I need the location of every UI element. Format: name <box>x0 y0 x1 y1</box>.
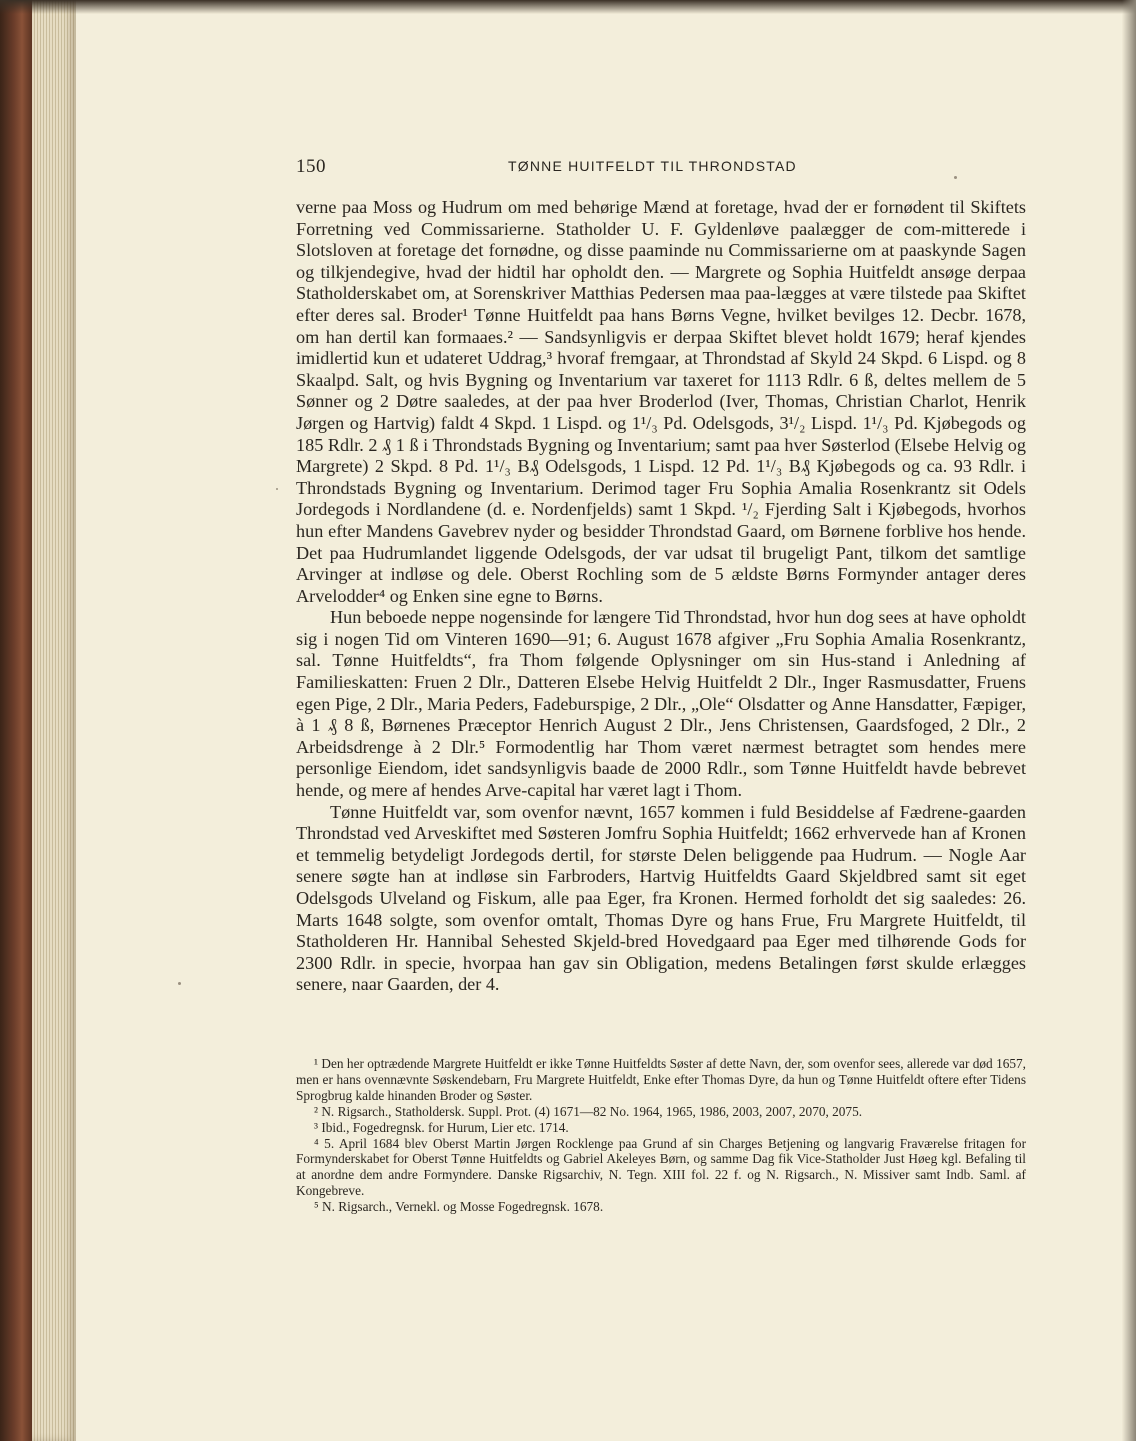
footnote-text: 5. April 1684 blev Oberst Martin Jørgen Rocklenge paa Grund af sin Charges Betjening og langvarig Fraværelse fritagen for Formynderskabet for Oberst Tønne Huitfeldts og Gabriel Akeleyes Børn, og samme Dag fik Vice-Statholder Just Høeg kgl. Befaling til at anordne dem andre Formyndere. Danske Rigsarchiv, N. Tegn. XIII fol. 22 f. og N. Rigsarch., N. Missiver samt Indb. Saml. af Kongebreve. <box>296 1135 1027 1199</box>
footnote-marker: ² <box>314 1103 318 1119</box>
footnote <box>296 1104 1026 1120</box>
paragraph: Hun beboede neppe nogensinde for længere Tid Throndstad, hvor hun dog sees at have opholdt sig i nogen Tid om Vinteren 1690—91; 6. August 1678 afgiver „Fru Sophia Amalia Rosenkrantz, sal. Tønne Huitfeldts“, fra Thom følgende Oplysninger om sin Hus-stand i Anledning af Familieskatten: Fruen 2 Dlr., Datteren Elsebe Helvig Huitfeldt 2 Dlr., Inger Rasmusdatter, Fruens egen Pige, 2 Dlr., Maria Peders, Fadeburspige, 2 Dlr., „Ole“ Olsdatter og Anne Hansdatter, Fæpiger, à 1 ₰ 8 ß, Børnenes Præceptor Henrich August 2 Dlr., Jens Christensen, Gaardsfoged, 2 Dlr., 2 Arbeidsdrenge à 2 Dlr.⁵ Formodentlig har Thom været nærmest betragtet som hendes mere personlige Eiendom, idet sandsynligvis baade de 2000 Rdlr., som Tønne Huitfeldt havde bebrevet hende, og mere af hendes Arve-capital har været lagt i Thom. <box>296 607 1026 801</box>
footnote <box>296 1199 1026 1215</box>
top-shadow <box>0 0 1136 14</box>
footnote-marker: ⁴ <box>314 1135 319 1151</box>
right-edge-shadow <box>1122 0 1136 1441</box>
footnote-marker: ³ <box>314 1119 318 1135</box>
footnote <box>296 1056 1026 1104</box>
footnotes <box>296 1056 1026 1215</box>
paragraph: Tønne Huitfeldt var, som ovenfor nævnt, 1657 kommen i fuld Besiddelse af Fædrene-gaarden Throndstad ved Arveskiftet med Søsteren Jomfru Sophia Huitfeldt; 1662 erhvervede han af Kronen et temmelig betydeligt Jordegods dertil, for største Delen beliggende paa Hudrum. — Nogle Aar senere søgte han at indløse sin Farbroders, Hartvig Huitfeldts Gaard Skjeldbred samt sit eget Odelsgods Ulveland og Fiskum, alle paa Eger, fra Kronen. Hermed forholdt det sig saaledes: 26. Marts 1648 solgte, som ovenfor omtalt, Thomas Dyre og hans Frue, Fru Margrete Huitfeldt, til Statholderen Hr. Hannibal Sehested Skjeld-bred Hovedgaard paa Eger med tilhørende Gods for 2300 Rdlr. in specie, hvorpaa han gav sin Obligation, medens Betalingen først skulde erlægges senere, naar Gaarden, der 4. <box>296 801 1026 995</box>
footnote-marker: ⁵ <box>314 1199 319 1215</box>
page-edges <box>32 0 76 1441</box>
body-text <box>296 197 1026 996</box>
paragraph: verne paa Moss og Hudrum om med behørige Mænd at foretage, hvad der er fornødent til Skiftets Forretning ved Commissarierne. Statholder U. F. Gyldenløve paalægger de com-mitterede i Slotsloven at foretage det fornødne, og disse paaminde nu Commissarierne om at paaskynde Sagen og tilkjendegive, hvad der hidtil har opholdt den. — Margrete og Sophia Huitfeldt ansøge derpaa Statholderskabet om, at Sorenskriver Matthias Pedersen maa paa-lægges at være tilstede paa Skiftet efter deres sal. Broder¹ Tønne Huitfeldt paa hans Børns Vegne, hvilket bevilges 12. Decbr. 1678, om han dertil kan formaaes.² — Sandsynligvis er derpaa Skiftet blevet holdt 1679; heraf kjendes imidlertid kun et udateret Uddrag,³ hvoraf fremgaar, at Throndstad af Skyld 24 Skpd. 6 Lispd. og 8 Skaalpd. Salt, og hvis Bygning og Inventarium var taxeret for 1113 Rdlr. 6 ß, deltes mellem de 5 Sønner og 2 Døtre saaledes, at der paa hver Broderlod (Iver, Thomas, Christian Charlot, Henrik Jørgen og Hartvig) faldt 4 Skpd. 1 Lispd. og 1¹/₃ Pd. Odelsgods, 3¹/₂ Lispd. 1¹/₃ Pd. Kjøbegods og 185 Rdlr. 2 ₰ 1 ß i Throndstads Bygning og Inventarium; samt paa hver Søsterlod (Elsebe Helvig og Margrete) 2 Skpd. 8 Pd. 1¹/₃ B₰ Odelsgods, 1 Lispd. 12 Pd. 1¹/₃ B₰ Kjøbegods og ca. 93 Rdlr. i Throndstads Bygning og Inventarium. Derimod tager Fru Sophia Amalia Rosenkrantz sit Odels Jordegods i Nordlandene (d. e. Nordenfjelds) samt 1 Skpd. ¹/₂ Fjerding Salt i Kjøbegods, hvorhos hun efter Mandens Gavebrev nyder og besidder Throndstad Gaard, om Børnene forblive hos hende. Det paa Hudrumlandet liggende Odelsgods, der var udsat til brugeligt Pant, tilkom det samtlige Arvinger at indløse og dele. Oberst Rochling som de 5 ældste Børns Formynder antager deres Arvelodder⁴ og Enken sine egne to Børns. <box>296 197 1026 606</box>
page-header <box>296 156 1026 182</box>
footnote-marker: ¹ <box>314 1056 318 1071</box>
footnote-text: Ibid., Fogedregnsk. for Hurum, Lier etc. 1714. <box>321 1119 569 1135</box>
paper-speck <box>276 488 278 490</box>
running-title: TØNNE HUITFELDT TIL THRONDSTAD <box>508 158 797 174</box>
page-number: 150 <box>296 156 326 177</box>
footnote <box>296 1136 1026 1200</box>
footnote-text: Den her optrædende Margrete Huitfeldt er ikke Tønne Huitfeldts Søster af dette Navn, der, som ovenfor sees, allerede var død 1657, men er hans ovennævnte Søskendebarn, Fru Margrete Huitfeldt, Enke efter Thomas Dyre, da hun og Tønne Huitfeldt oftere efter Tidens Sprogbrug kalde hinanden Broder og Søster. <box>296 1056 1027 1103</box>
footnote-text: N. Rigsarch., Vernekl. og Mosse Fogedregnsk. 1678. <box>321 1199 604 1215</box>
paper-speck <box>178 982 181 985</box>
footnote-text: N. Rigsarch., Statholdersk. Suppl. Prot. (4) 1671—82 No. 1964, 1965, 1986, 2003, 2007, 2070, 2075. <box>321 1103 863 1119</box>
footnote <box>296 1120 1026 1136</box>
